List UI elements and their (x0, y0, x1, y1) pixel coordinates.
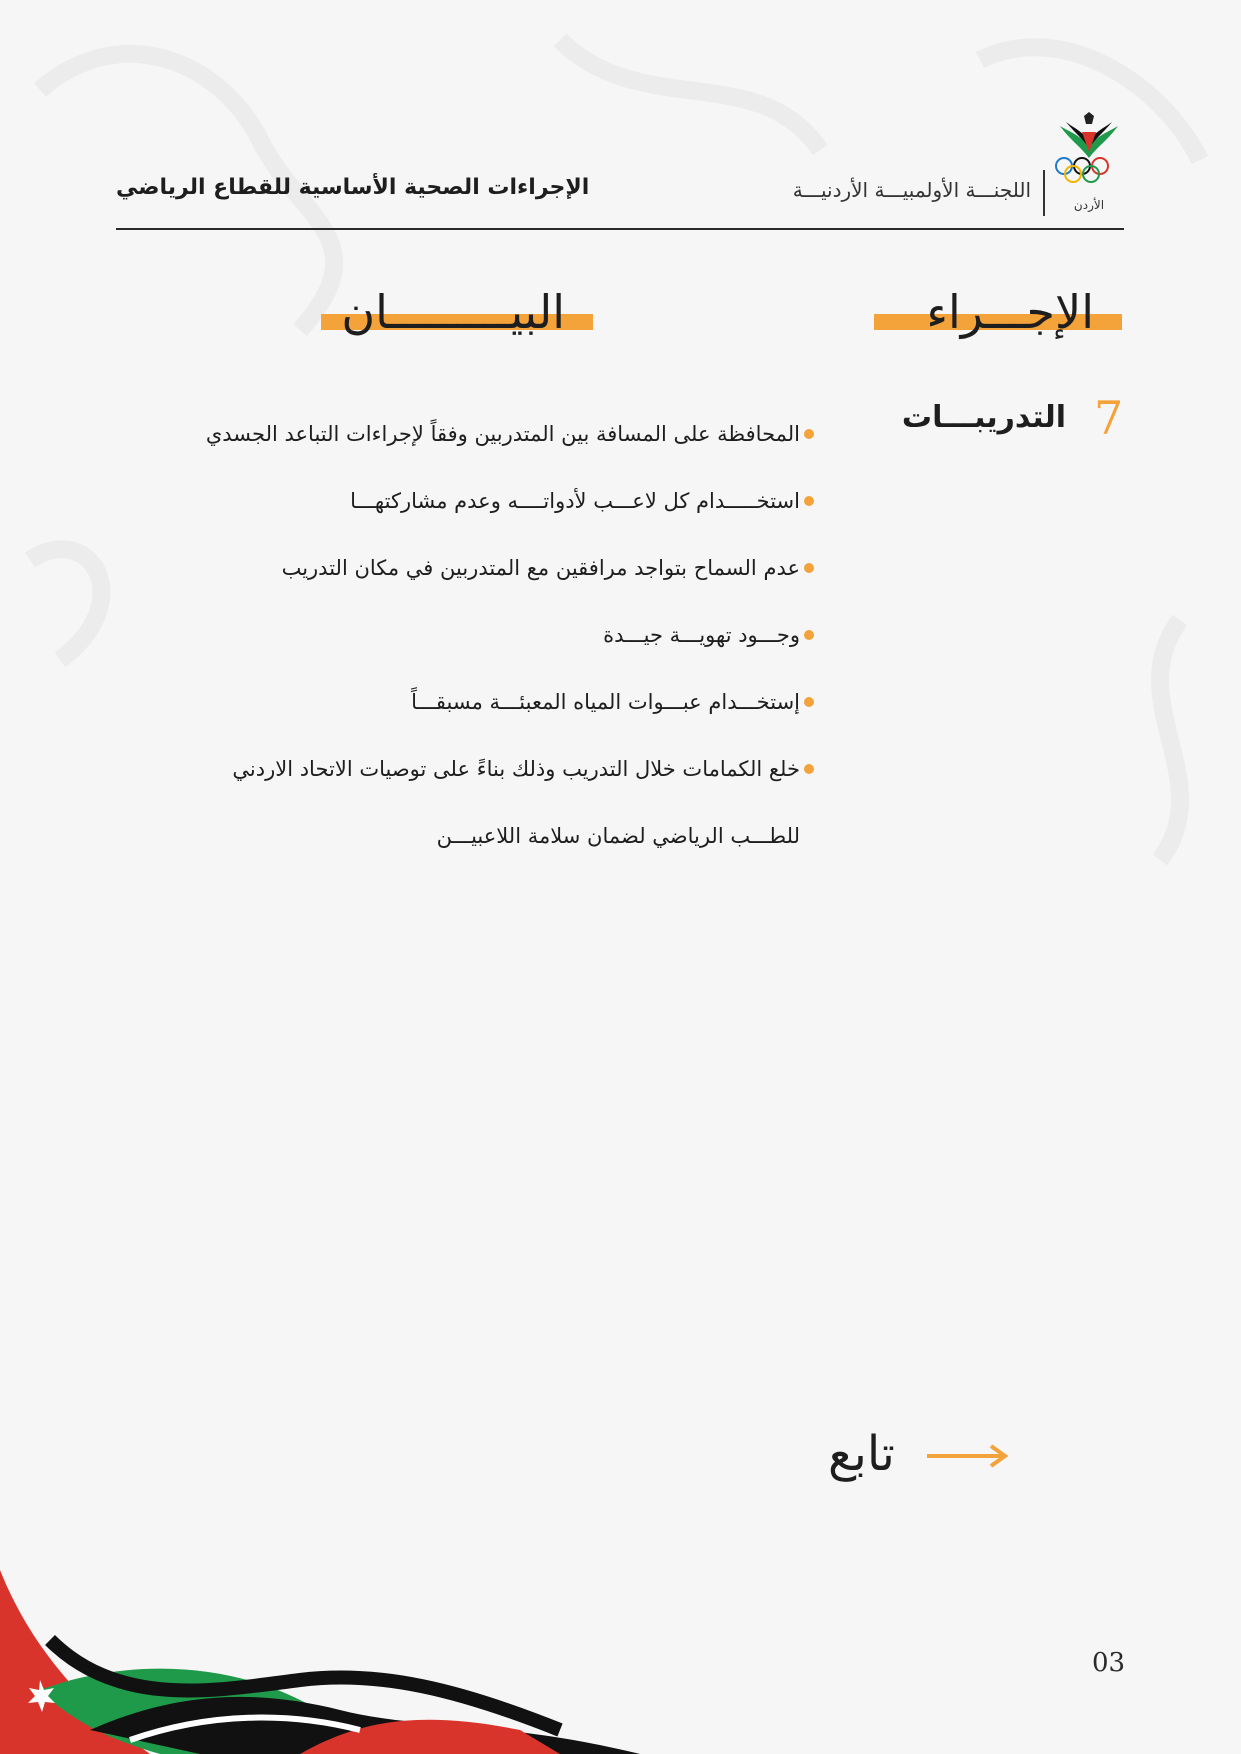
bullet-dot-icon (804, 563, 814, 573)
bullet-dot-icon (804, 496, 814, 506)
page-number: 03 (1092, 1648, 1126, 1678)
item-number: 7 (1094, 391, 1124, 445)
description-column-heading (321, 282, 593, 342)
action-column-heading (874, 282, 1122, 342)
list-item (110, 534, 800, 601)
bullet-dot-icon (804, 764, 814, 774)
header-separator (1043, 170, 1045, 216)
description-heading-text: البيـــــــــان (341, 285, 565, 339)
bullet-dot-icon (804, 697, 814, 707)
list-item (110, 668, 800, 735)
document-title: الإجراءات الصحية الأساسية للقطاع الرياضي (116, 175, 590, 200)
list-item (110, 467, 800, 534)
continue-label: تابع (828, 1426, 895, 1482)
list-item (110, 735, 800, 802)
header-rule (116, 228, 1124, 230)
list-item-text: خلع الكمامات خلال التدريب وذلك بناءً على توصيات الاتحاد الاردني (232, 756, 800, 781)
list-item-text: للطـــب الرياضي لضمان سلامة اللاعبيـــن (436, 823, 800, 848)
jordan-flag-wave (0, 1540, 640, 1754)
organization-name: اللجنـــة الأولمبيـــة الأردنيـــة (792, 178, 1031, 202)
list-item-text: إستخـــدام عبـــوات المياه المعبئـــة مسبقـــاً (411, 689, 800, 714)
list-item-text: وجـــود تهويـــة جيـــدة (603, 622, 800, 647)
list-item (110, 601, 800, 668)
list-item-text: عدم السماح بتواجد مرافقين مع المتدربين في مكان التدريب (281, 555, 800, 580)
list-item-text: استخـــــدام كل لاعـــب لأدواتــــه وعدم مشاركتهـــا (350, 488, 800, 513)
item-title: التدريبـــات (901, 400, 1066, 435)
arrow-right-icon (925, 1443, 1011, 1469)
bullet-dot-icon (804, 630, 814, 640)
list-item-continuation (110, 802, 800, 869)
list-item (110, 400, 800, 467)
logo-caption: الأردن (1073, 198, 1105, 212)
list-item-text: المحافظة على المسافة بين المتدربين وفقاً لإجراءات التباعد الجسدي (205, 421, 800, 446)
action-heading-text: الإجـــراء (926, 285, 1094, 339)
bullet-list (110, 400, 800, 869)
bullet-dot-icon (804, 429, 814, 439)
